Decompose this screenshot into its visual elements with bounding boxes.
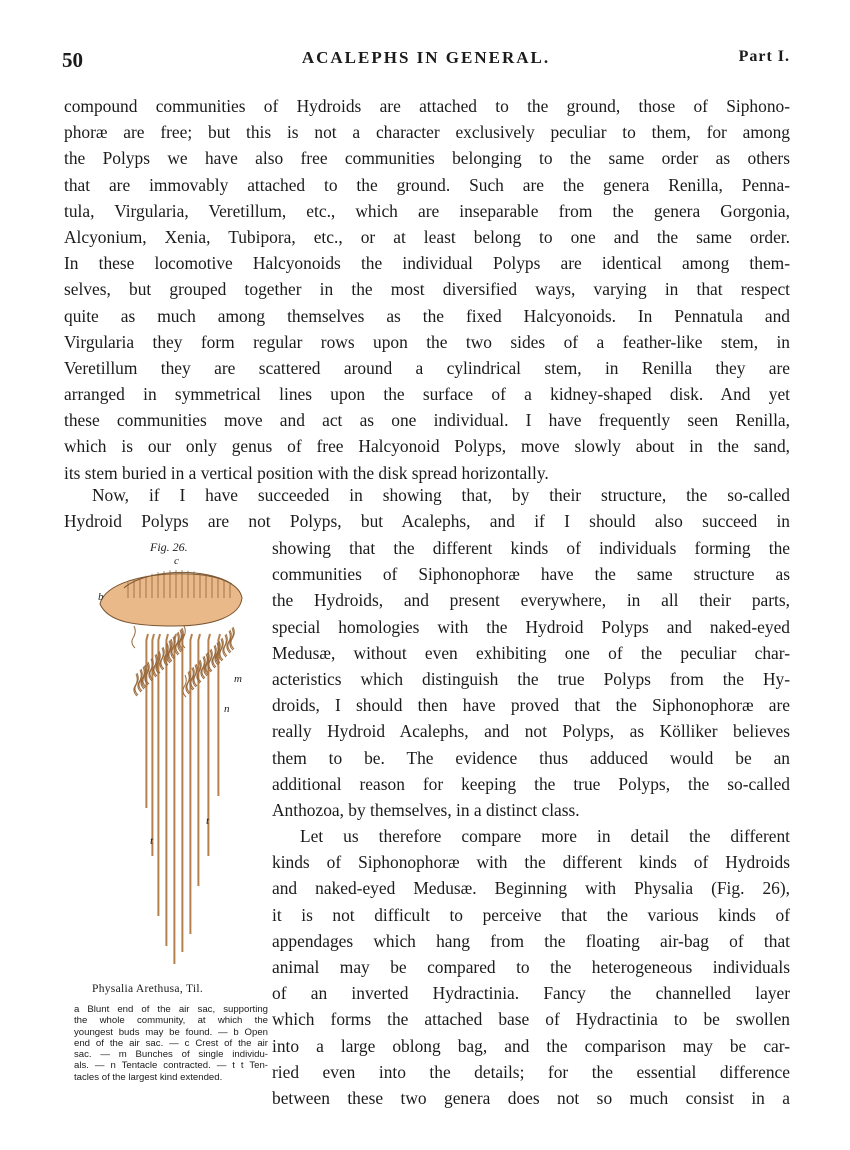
individual (132, 626, 135, 648)
letter-c: c (174, 555, 179, 567)
text-line: and naked-eyed Medusæ. Beginning with Physalia (Fig. 26), (272, 878, 790, 899)
page-number: 50 (62, 48, 83, 72)
text-line: Now, if I have succeeded in showing that, by their structure, the so-called (92, 485, 790, 505)
text-line: Virgularia they form regular rows upon the two sides of a feather-like stem, in (64, 331, 790, 352)
text-line: droids, I should then have proved that the Siphonophoræ are (272, 695, 790, 716)
text-line: In these locomotive Halcyonoids the individual Polyps are identical among them- (64, 253, 790, 274)
text-line: Hydroid Polyps are not Polyps, but Acalephs, and if I should also succeed in (64, 511, 790, 532)
tentacle (166, 634, 168, 946)
caption-line: sac. — m Bunches of single individu- (74, 1049, 268, 1061)
tentacles (146, 634, 220, 964)
caption-text (74, 1004, 268, 1083)
text-line: Medusæ, without even exhibiting one of the peculiar char- (272, 642, 790, 663)
tentacle (182, 634, 184, 952)
text-line: the Polyps we have also free communities belonging to the same order as others (64, 148, 790, 169)
page-header (62, 44, 790, 74)
figure-26 (64, 538, 268, 1098)
caption-line: end of the air sac. — c Crest of the air (74, 1037, 268, 1049)
letter-n: n (224, 703, 230, 715)
figure-label: Fig. 26. (150, 540, 188, 554)
running-head: ACALEPHS IN GENERAL. (301, 48, 551, 67)
caption-line: a Blunt end of the air sac, supporting (74, 1004, 268, 1015)
text-line: really Hydroid Acalephs, and not Polyps, as Kölliker believes (272, 721, 790, 742)
paragraph-top (64, 93, 790, 486)
text-line: arranged in symmetrical lines upon the surface of a kidney-shaped disk. And yet (64, 384, 790, 405)
text-line: of an inverted Hydractinia. Fancy the channelled layer (272, 983, 790, 1004)
caption-line: youngest buds may be found. — b Open (74, 1026, 268, 1038)
text-line: Anthozoa, by themselves, in a distinct class. (272, 799, 580, 820)
text-line: that are immovably attached to the ground. Such are the genera Renilla, Penna- (64, 174, 790, 195)
text-line: phoræ are free; but this is not a character exclusively peculiar to them, for among (64, 122, 790, 143)
text-line: Alcyonium, Xenia, Tubipora, etc., or at least belong to one and the same order. (64, 226, 790, 247)
text-line: animal may be compared to the heterogeneous individuals (272, 957, 790, 977)
letter-m: m (234, 673, 242, 685)
text-line: appendages which hang from the floating air-bag of that (272, 930, 790, 951)
text-line: compound communities of Hydroids are attached to the ground, those of Siphono- (64, 96, 790, 116)
caption-line: tacles of the largest kind extended. (74, 1071, 223, 1083)
letter-b: b (98, 591, 104, 603)
text-line: selves, but grouped together in the most diversified ways, varying in that respect (64, 279, 790, 300)
text-line: into a large oblong bag, and the comparison may be car- (272, 1035, 790, 1056)
text-line: additional reason for keeping the true Polyps, the so-called (272, 773, 790, 794)
tentacle (174, 634, 176, 964)
text-line: which is our only genus of free Halcyonoid Polyps, move slowly about in the sand, (64, 436, 790, 457)
part-label: Part I. (738, 48, 790, 65)
text-line: these communities move and act as one individual. I have frequently seen Renilla, (64, 410, 790, 431)
text-line: ried even into the details; for the essential difference (272, 1061, 790, 1082)
physalia-illustration (64, 554, 268, 979)
letter-t-left: t (150, 835, 154, 847)
caption-line: the whole community, at which the (74, 1015, 268, 1027)
text-line: them to be. The evidence thus adduced would be an (272, 747, 790, 768)
text-line: it is not difficult to perceive that the various kinds of (272, 904, 790, 925)
caption-line: als. — n Tentacle contracted. — t t Ten- (74, 1060, 268, 1072)
text-line: Veretillum they are scattered around a cylindrical stem, in Renilla they are (64, 357, 790, 378)
letter-t-right: t (206, 815, 210, 827)
text-line: its stem buried in a vertical position with the disk spread horizontally. (64, 462, 549, 483)
paragraph-second-full (64, 482, 790, 534)
text-line: quite as much among themselves as the fixed Halcyonoids. In Pennatula and (64, 305, 790, 326)
text-line: between these two genera does not so much consist in a (272, 1087, 790, 1108)
text-line: showing that the different kinds of individuals forming the (272, 538, 790, 558)
text-line: which forms the attached base of Hydractinia to be swollen (272, 1009, 790, 1030)
text-line: communities of Siphonophoræ have the same structure as (272, 564, 790, 585)
text-line: Let us therefore compare more in detail the different (300, 826, 790, 847)
air-sac-float (100, 574, 242, 626)
tentacle (158, 634, 160, 916)
text-line: special homologies with the Hydroid Polyps and naked-eyed (272, 616, 790, 637)
paragraph-wrap (272, 535, 790, 1111)
text-line: tula, Virgularia, Veretillum, etc., which are inseparable from the genera Gorgonia, (64, 200, 790, 221)
text-line: kinds of Siphonophoræ with the different kinds of Hydroids (272, 852, 790, 873)
tentacle (146, 634, 148, 808)
text-line: the Hydroids, and present everywhere, in all their parts, (272, 590, 790, 611)
text-line: acteristics which distinguish the true Polyps from the Hy- (272, 668, 790, 689)
caption-title: Physalia Arethusa, Til. (92, 983, 204, 995)
